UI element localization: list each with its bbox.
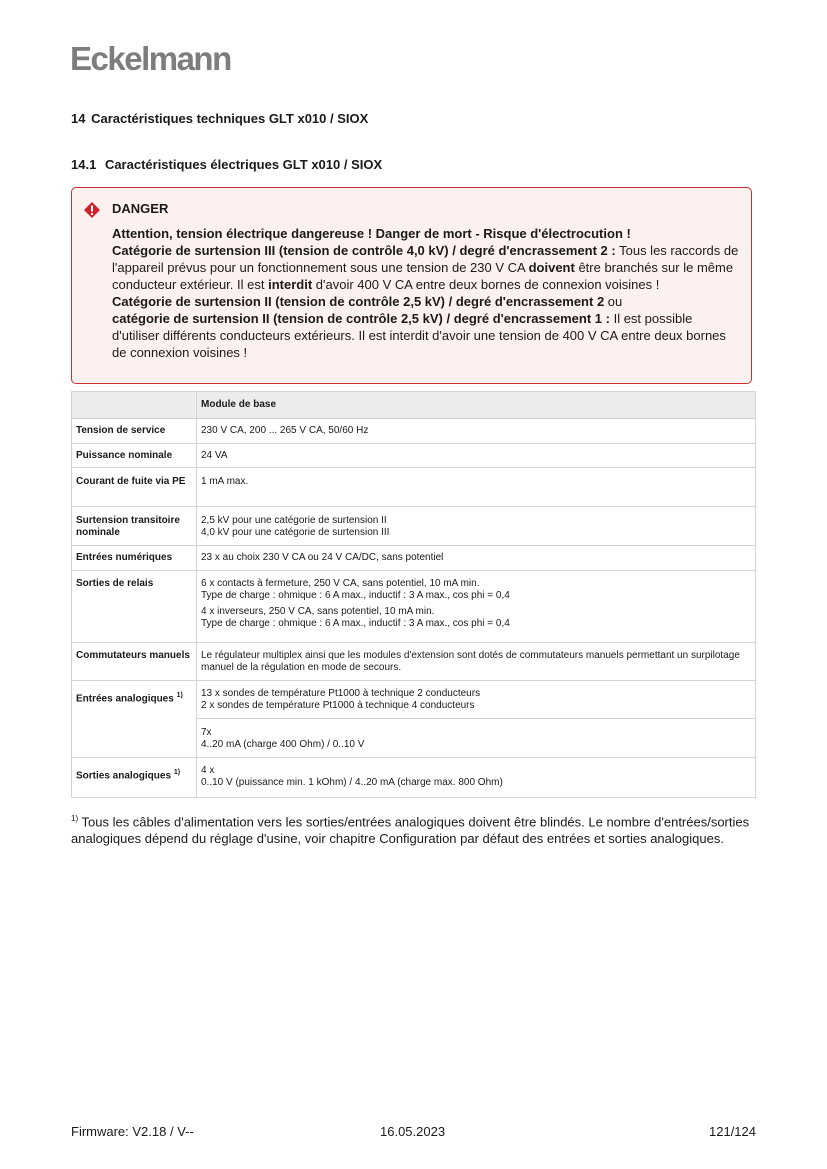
row-value: 4 x 0..10 V (puissance min. 1 kOhm) / 4..20 mA (charge max. 800 Ohm) [197,758,756,798]
row-value: Le régulateur multiplex ainsi que les modules d'extension sont dotés de commutateurs manuels permettant un surpilotage manuel de la régulation en mode de secours. [197,643,756,681]
row-value: 24 VA [197,444,756,468]
row-label: Tension de service [72,419,197,444]
table-row [72,681,756,719]
row-label: Sorties analogiques $^{1)}$ [72,758,197,798]
danger-body [112,225,742,361]
table-row [72,758,756,798]
row-value: 230 V CA, 200 ... 265 V CA, 50/60 Hz [197,419,756,444]
specs-table [71,391,756,798]
row-label: Courant de fuite via PE [72,468,197,507]
row-value: 7x 4..20 mA (charge 400 Ohm) / 0..10 V [197,719,756,758]
header-module-de-base: Module de base [197,392,756,419]
footer-firmware: Firmware: V2.18 / V-- [71,1124,194,1139]
table-header-row [72,392,756,419]
row-label: Sorties de relais [72,571,197,643]
row-value: 6 x contacts à fermeture, 250 V CA, sans potentiel, 10 mA min. Type de charge : ohmique : 6 A max., inductif : 3 A max., cos phi = 0,4 4 x inverseurs, 250 V CA, sans potentiel, 10 mA min. Type de charge : ohmique : 6 A max., inductif : 3 A max., cos phi = 0,4 [197,571,756,643]
table-row [72,444,756,468]
row-label: Puissance nominale [72,444,197,468]
section-title: Caractéristiques techniques GLT x010 / SIOX [91,111,369,126]
header-empty-cell [72,392,197,419]
danger-paragraph-2: Catégorie de surtension III (tension de contrôle 4,0 kV) / degré d'encrassement 2 : Tous les raccords de l'appareil prévus pour un fonctionnement sous une tension de 230 V CA doivent être branchés sur le même conducteur extérieur. Il est interdit d'avoir 400 V CA entre deux bornes de connexion voisines ! [112,243,739,292]
row-value: 2,5 kV pour une catégorie de surtension II 4,0 kV pour une catégorie de surtension III [197,507,756,546]
danger-paragraph-3: Catégorie de surtension II (tension de contrôle 2,5 kV) / degré d'encrassement 2 ou catégorie de surtension II (tension de contrôle 2,5 kV) / degré d'encrassement 1 : Il est possible d'utiliser différents conducteurs extérieurs. Il est interdit d'avoir une tension de 400 V CA entre deux bornes de connexion voisines ! [112,294,726,360]
table-row [72,643,756,681]
footer-page-number: 121/124 [709,1124,756,1139]
row-label: Commutateurs manuels [72,643,197,681]
subsection-number: 14.1 [71,157,97,172]
row-value: 1 mA max. [197,468,756,507]
section-heading [71,111,368,126]
table-row [72,419,756,444]
footnote-marker: 1) [71,814,79,823]
subsection-heading [71,157,382,172]
row-label: Entrées analogiques $^{1)}$ [72,681,197,758]
footer-date: 16.05.2023 [380,1124,446,1139]
company-logo: Eckelmann [70,40,231,77]
row-value: 13 x sondes de température Pt1000 à technique 2 conducteurs 2 x sondes de température Pt1000 à technique 4 conducteurs [197,681,756,719]
danger-warning-icon [84,202,100,218]
footnote-text: Tous les câbles d'alimentation vers les sorties/entrées analogiques doivent être blindés. Le nombre d'entrées/sorties analogiques dépend du réglage d'usine, voir chapitre Configuration par défaut des entrées et sorties analogiques. [71,814,750,847]
subsection-title: Caractéristiques électriques GLT x010 / SIOX [104,157,383,172]
row-value: 23 x au choix 230 V CA ou 24 V CA/DC, sans potentiel [197,546,756,571]
row-label: Entrées numériques [72,546,197,571]
section-number: 14 [71,111,86,126]
row-label: Surtension transitoire nominale [72,507,197,546]
danger-box [71,187,752,384]
danger-title: DANGER [112,201,169,216]
footnote [71,810,761,847]
table-row [72,468,756,507]
danger-line-1: Attention, tension électrique dangereuse ! Danger de mort - Risque d'électrocution ! [112,226,631,241]
table-row [72,546,756,571]
table-row [72,507,756,546]
table-row [72,571,756,643]
